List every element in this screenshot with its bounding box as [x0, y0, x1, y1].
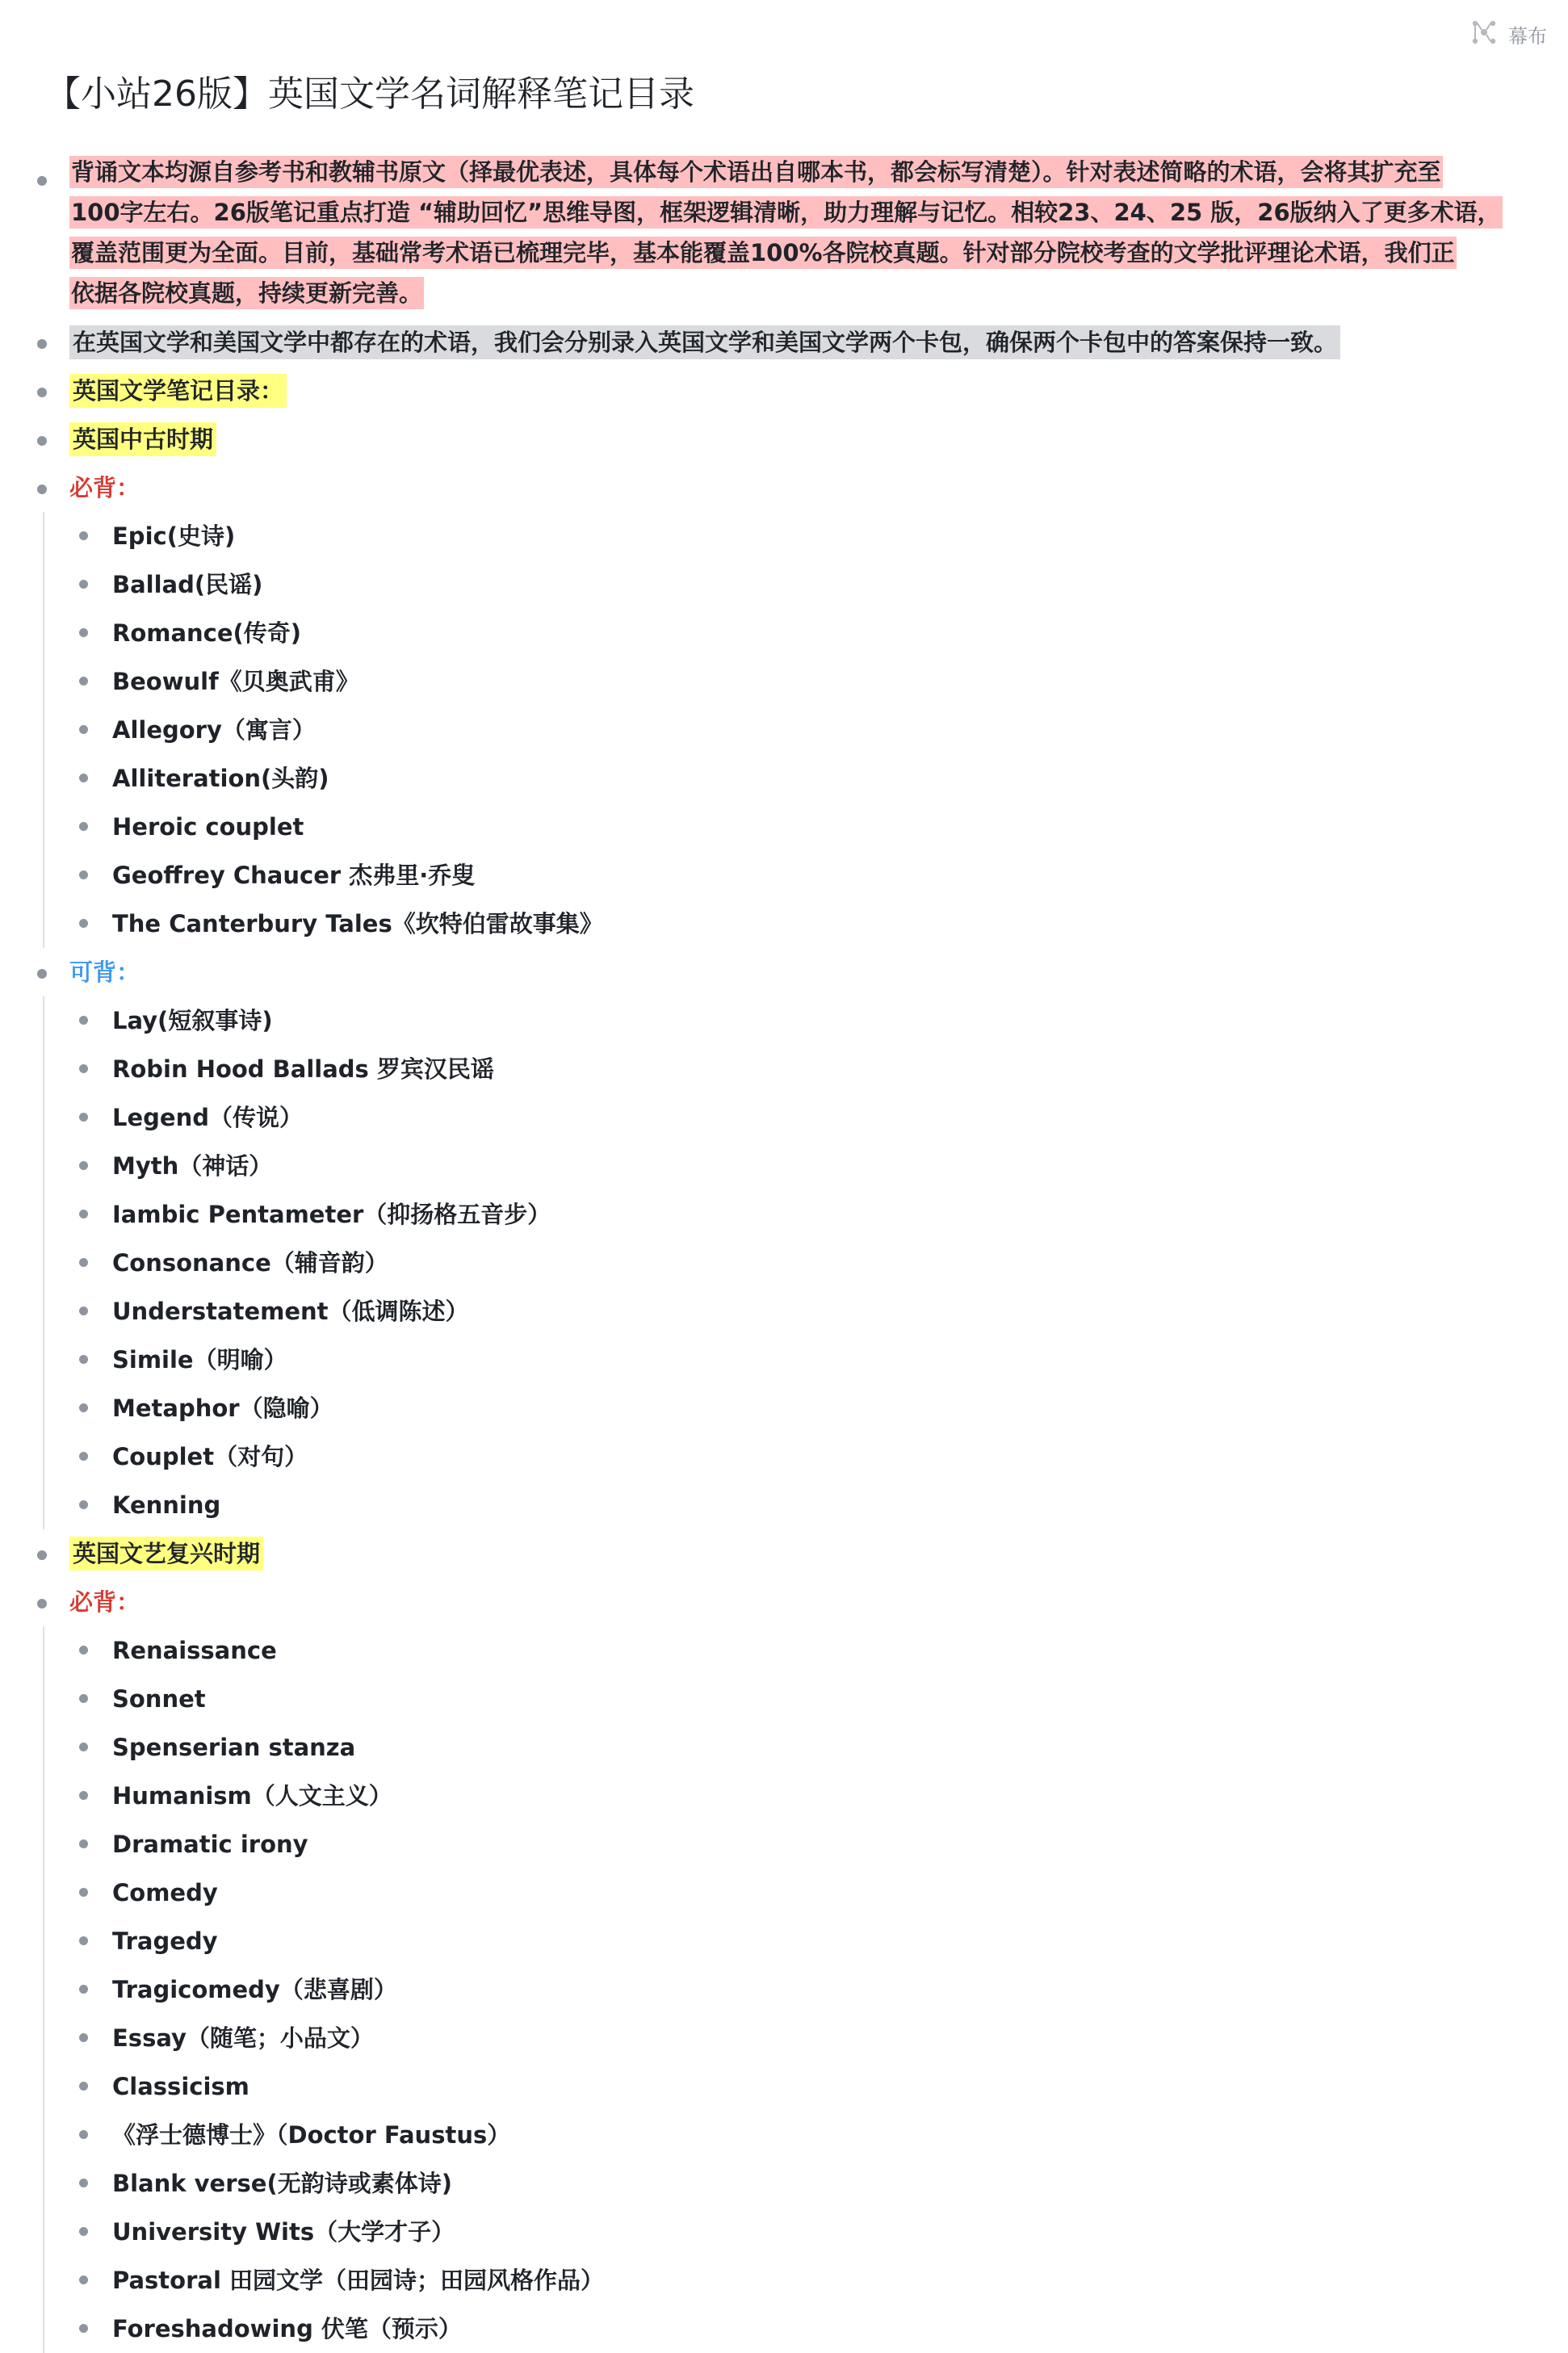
term-item[interactable]: [44, 657, 1536, 706]
list-item[interactable]: [0, 463, 1568, 948]
term-text: Classicism: [112, 2073, 249, 2100]
list-item[interactable]: [0, 948, 1568, 1529]
term-item[interactable]: [44, 1287, 1536, 1336]
term-item[interactable]: [44, 754, 1536, 803]
note-text: 在英国文学和美国文学中都存在的术语，我们会分别录入英国文学和美国文学两个卡包，确保两个卡包中的答案保持一致。: [69, 325, 1340, 359]
term-item[interactable]: [44, 1917, 1536, 1965]
term-text: Simile（明喻）: [112, 1346, 287, 1374]
term-text: Iambic Pentameter（抑扬格五音步）: [112, 1201, 551, 1228]
intro-line: 依据各院校真题，持续更新完善。: [69, 277, 424, 309]
term-text: Beowulf《贝奥武甫》: [112, 668, 359, 695]
outline-root: [0, 150, 1568, 2353]
term-text: Spenserian stanza: [112, 1734, 356, 1761]
term-item[interactable]: [44, 1869, 1536, 1917]
term-text: Comedy: [112, 1879, 218, 1906]
term-item[interactable]: [44, 1820, 1536, 1869]
term-item[interactable]: [44, 2208, 1536, 2256]
term-item[interactable]: [44, 1384, 1536, 1432]
list-item[interactable]: [0, 150, 1568, 318]
page-title: 【小站26版】英国文学名词解释笔记目录: [45, 73, 694, 115]
mind-map-toggle[interactable]: [1469, 16, 1547, 52]
toc-heading: 英国文学笔记目录：: [69, 374, 287, 408]
term-item[interactable]: [44, 1432, 1536, 1481]
term-text: Legend（传说）: [112, 1104, 303, 1131]
list-item[interactable]: [0, 1578, 1568, 2353]
list-item[interactable]: [0, 318, 1568, 367]
term-list: [43, 512, 1536, 948]
term-text: Epic(史诗): [112, 522, 236, 550]
term-text: Consonance（辅音韵）: [112, 1249, 388, 1277]
term-item[interactable]: [44, 1965, 1536, 2014]
term-item[interactable]: [44, 1675, 1536, 1723]
term-item[interactable]: [44, 803, 1536, 851]
term-item[interactable]: [44, 900, 1536, 948]
outline: [0, 150, 1568, 2353]
intro-line: 覆盖范围更为全面。目前，基础常考术语已梳理完毕，基本能覆盖100%各院校真题。针对部分院校考查的文学批评理论术语，我们正: [69, 237, 1457, 269]
term-item[interactable]: [44, 1772, 1536, 1820]
term-text: Dramatic irony: [112, 1831, 308, 1858]
term-text: Understatement（低调陈述）: [112, 1298, 469, 1325]
term-text: Couplet（对句）: [112, 1443, 308, 1470]
term-text: Pastoral 田园文学（田园诗；田园风格作品）: [112, 2267, 605, 2294]
term-text: Robin Hood Ballads 罗宾汉民谣: [112, 1055, 494, 1083]
term-item[interactable]: [44, 1626, 1536, 1675]
must-label: 必背：: [69, 1588, 140, 1616]
list-item[interactable]: [0, 1529, 1568, 1578]
term-text: 《浮士德博士》（Doctor Faustus）: [112, 2121, 511, 2149]
term-text: Alliteration(头韵): [112, 765, 329, 792]
term-text: Tragicomedy（悲喜剧）: [112, 1976, 397, 2003]
optional-label: 可背：: [69, 958, 140, 986]
term-text: Myth（神话）: [112, 1152, 273, 1180]
term-text: Renaissance: [112, 1637, 277, 1664]
term-text: Kenning: [112, 1491, 221, 1519]
term-item[interactable]: [44, 996, 1536, 1045]
term-item[interactable]: [44, 512, 1536, 560]
term-item[interactable]: [44, 609, 1536, 657]
section-heading-medieval: 英国中古时期: [69, 422, 216, 456]
term-item[interactable]: [44, 1481, 1536, 1529]
term-item[interactable]: [44, 1239, 1536, 1287]
term-item[interactable]: [44, 1093, 1536, 1142]
term-item[interactable]: [44, 560, 1536, 609]
term-text: Essay（随笔；小品文）: [112, 2024, 374, 2052]
term-item[interactable]: [44, 851, 1536, 900]
term-text: University Wits（大学才子）: [112, 2218, 455, 2246]
term-item[interactable]: [44, 706, 1536, 754]
term-text: Allegory（寓言）: [112, 716, 316, 744]
term-text: Foreshadowing 伏笔（预示）: [112, 2315, 462, 2343]
intro-text: [69, 150, 1536, 318]
term-item[interactable]: [44, 1723, 1536, 1772]
term-item[interactable]: [44, 1336, 1536, 1384]
section-heading-renaissance: 英国文艺复兴时期: [69, 1537, 263, 1571]
term-item[interactable]: [44, 2062, 1536, 2111]
term-text: Blank verse(无韵诗或素体诗): [112, 2170, 452, 2197]
term-item[interactable]: [44, 2159, 1536, 2208]
term-text: The Canterbury Tales《坎特伯雷故事集》: [112, 910, 603, 937]
term-item[interactable]: [44, 2256, 1536, 2305]
term-text: Metaphor（隐喻）: [112, 1395, 333, 1422]
mind-map-label: 幕布: [1508, 24, 1547, 48]
term-item[interactable]: [44, 1142, 1536, 1190]
list-item[interactable]: [0, 415, 1568, 463]
must-label: 必背：: [69, 474, 140, 501]
intro-line: 100字左右。26版笔记重点打造 “辅助回忆”思维导图，框架逻辑清晰，助力理解与记忆。相较23、24、25 版，26版纳入了更多术语，: [69, 196, 1503, 229]
term-item[interactable]: [44, 2014, 1536, 2062]
term-text: Lay(短叙事诗): [112, 1007, 273, 1034]
term-item[interactable]: [44, 1045, 1536, 1093]
term-list: [43, 996, 1536, 1529]
intro-line: 背诵文本均源自参考书和教辅书原文（择最优表述，具体每个术语出自哪本书，都会标写清楚）。针对表述简略的术语，会将其扩充至: [69, 156, 1443, 188]
term-text: Sonnet: [112, 1685, 206, 1713]
term-text: Geoffrey Chaucer 杰弗里·乔叟: [112, 862, 476, 889]
term-text: Romance(传奇): [112, 619, 302, 647]
list-item[interactable]: [0, 367, 1568, 415]
term-item[interactable]: [44, 2111, 1536, 2159]
mind-map-icon: [1469, 18, 1499, 50]
term-text: Ballad(民谣): [112, 571, 263, 598]
term-list: [43, 1626, 1536, 2353]
term-item[interactable]: [44, 2305, 1536, 2353]
term-item[interactable]: [44, 1190, 1536, 1239]
term-text: Humanism（人文主义）: [112, 1782, 392, 1810]
term-text: Heroic couplet: [112, 813, 304, 841]
term-text: Tragedy: [112, 1927, 218, 1955]
